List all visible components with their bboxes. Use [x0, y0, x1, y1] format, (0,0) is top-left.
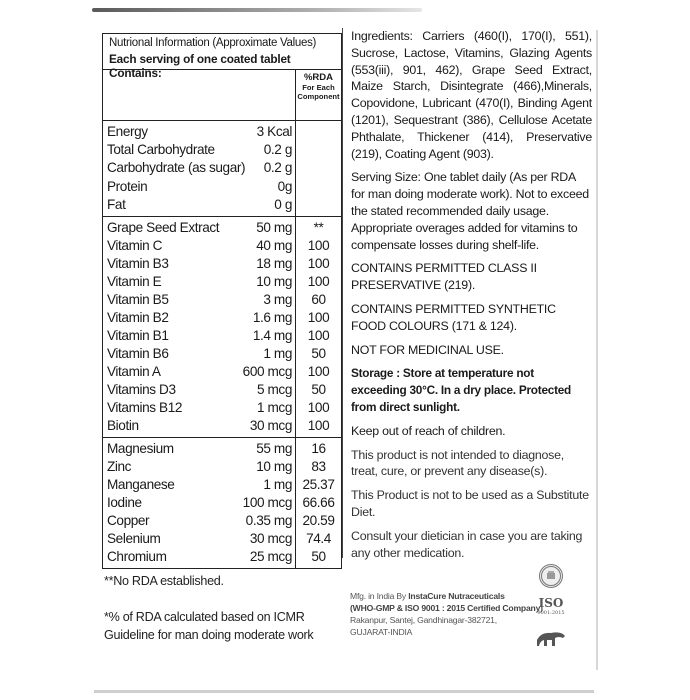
- table-row: Vitamins D3 5 mcg: [107, 381, 292, 397]
- mineral-group: [103, 438, 341, 568]
- table-row: Energy 3 Kcal: [107, 124, 292, 139]
- info-column: [342, 28, 592, 558]
- children-warning: Keep out of reach of children.: [351, 423, 506, 438]
- table-row: Iodine 100 mcg: [107, 494, 292, 510]
- table-row: Zinc 10 mg: [107, 458, 292, 474]
- footnote-no-rda: **No RDA established.: [104, 574, 224, 588]
- footnote-rda-basis-1: *% of RDA calculated based on ICMR: [104, 610, 305, 624]
- table-row: Grape Seed Extract 50 mg: [107, 219, 292, 235]
- table-header: [103, 70, 341, 121]
- not-medicinal-notice: NOT FOR MEDICINAL USE.: [351, 342, 504, 357]
- nutrition-table: [102, 33, 342, 569]
- nutrition-title: Nutrional Information (Approximate Values): [109, 37, 317, 49]
- manufacturer-name: InstaCure Nutraceuticals: [408, 591, 505, 601]
- seal-logo-icon: [539, 564, 563, 588]
- rda-header: %RDA For Each Component: [295, 70, 341, 120]
- table-row: Vitamin B6 1 mg: [107, 345, 292, 361]
- substitute-warning: This Product is not to be used as a Substitute Diet.: [351, 488, 589, 519]
- table-row: Carbohydrate (as sugar) 0.2 g: [107, 160, 292, 176]
- table-row: Total Carbohydrate 0.2 g: [107, 142, 292, 158]
- manufacturer-info: Mfg. in India By InstaCure Nutraceuticals (WHO-GMP & ISO 9001 : 2015 Certified Company) Rakanpur, Santej, Gandhinagar-382721, GUJARAT-INDIA: [350, 591, 543, 637]
- bottom-edge-line: [94, 690, 594, 693]
- top-edge-shadow: [92, 8, 422, 12]
- footnote-rda-basis-2: Guideline for man doing moderate work: [104, 628, 314, 642]
- table-row: Protein 0g: [107, 178, 292, 194]
- rda-column: [295, 121, 341, 216]
- table-row: Magnesium 55 mg: [107, 440, 292, 456]
- rda-column: ** 100 100 100 60 100 100 50 100 50 100 100: [295, 217, 341, 437]
- preservative-notice: CONTAINS PERMITTED CLASS II PRESERVATIVE (219).: [351, 261, 537, 293]
- table-row: Vitamin C 40 mg: [107, 237, 292, 253]
- table-row: Vitamin A 600 mcg: [107, 363, 292, 379]
- nutrition-subtitle: Each serving of one coated tablet Contains:: [103, 50, 341, 70]
- table-row: Chromium 25 mcg: [107, 548, 292, 564]
- macronutrient-group: [103, 121, 341, 217]
- table-row: Biotin 30 mcg: [107, 417, 292, 433]
- table-row: Vitamin B3 18 mg: [107, 255, 292, 271]
- table-row: Manganese 1 mg: [107, 476, 292, 492]
- table-row: Copper 0.35 mg: [107, 512, 292, 528]
- make-in-india-lion-icon: [535, 628, 567, 648]
- table-row: Vitamin B1 1.4 mg: [107, 327, 292, 343]
- storage-instructions: Storage : Store at temperature not exceeding 30°C. In a dry place. Protected from direct sunlight.: [351, 366, 572, 414]
- table-row: Vitamins B12 1 mcg: [107, 399, 292, 415]
- iso-logo-icon: ISO 9001:2015: [537, 596, 565, 616]
- rda-column: 16 83 25.37 66.66 20.59 74.4 50: [295, 438, 341, 568]
- table-row: Selenium 30 mcg: [107, 530, 292, 546]
- disclaimer-text: This product is not intended to diagnose, treat, cure, or prevent any disease(s).: [351, 447, 564, 479]
- right-edge-line: [596, 30, 598, 670]
- table-row: Vitamin B2 1.6 mg: [107, 309, 292, 325]
- table-row: Vitamin B5 3 mg: [107, 291, 292, 307]
- serving-size-text: Serving Size: One tablet daily (As per RDA for man doing moderate work). Not to exceed the stated recommended daily usage. Appropriate overages added for vitamins to compensate losses during shelf-life.: [351, 170, 589, 252]
- table-row: Fat 0 g: [107, 196, 292, 212]
- vitamin-group: [103, 217, 341, 438]
- consult-advice: Consult your dietician in case you are taking any other medication.: [351, 528, 583, 560]
- colours-notice: CONTAINS PERMITTED SYNTHETIC FOOD COLOURS (171 & 124).: [351, 301, 556, 333]
- table-row: Vitamin E 10 mg: [107, 273, 292, 289]
- ingredients-text: Ingredients: Carriers (460(I), 170(I), 551), Sucrose, Lactose, Vitamins, Glazing Agents (553(iii), 901, 462), Grape Seed Extract, Maize Starch, Disintegrate (466),Minerals, Copovidone, Lubricant (470(I), Binding Agent (1201), Sequestrant (386), Cellulose Acetate Phthalate, Thickener (414), Preservative (219), Coating Agent (903).: [351, 29, 592, 161]
